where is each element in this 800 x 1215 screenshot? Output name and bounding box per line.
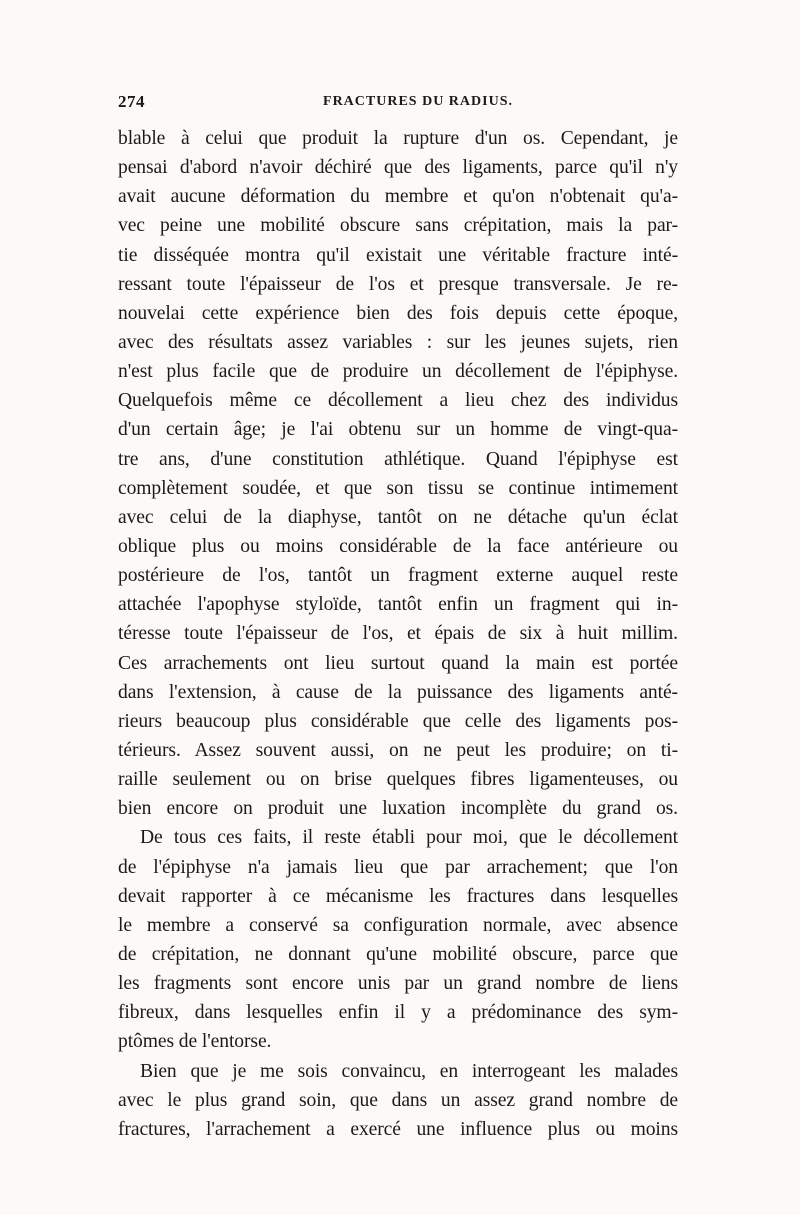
text-line: De tous ces faits, il reste établi pour moi, que le décollement [140,827,678,849]
text-line: attachée l'apophyse styloïde, tantôt enfin un fragment qui in- [118,594,678,616]
text-line: ressant toute l'épaisseur de l'os et presque transversale. Je re- [118,273,678,295]
text-line: térieurs. Assez souvent aussi, on ne peut les produire; on ti- [118,739,678,761]
text-line: rieurs beaucoup plus considérable que celle des ligaments pos- [118,710,678,732]
text-line: le membre a conservé sa configuration normale, avec absence [118,914,678,936]
text-line: avait aucune déformation du membre et qu'on n'obtenait qu'a- [118,186,678,208]
text-line: tre ans, d'une constitution athlétique. Quand l'épiphyse est [118,448,678,470]
text-line: oblique plus ou moins considérable de la face antérieure ou [118,535,678,557]
text-line: devait rapporter à ce mécanisme les fractures dans lesquelles [118,885,678,907]
page-number: 274 [118,92,145,111]
text-line: pensai d'abord n'avoir déchiré que des ligaments, parce qu'il n'y [118,157,678,179]
text-line: de crépitation, ne donnant qu'une mobilité obscure, parce que [118,943,678,965]
text-line: fractures, l'arrachement a exercé une influence plus ou moins [118,1118,678,1140]
running-head: FRACTURES DU RADIUS. [323,94,513,109]
text-line: ptômes de l'entorse. [118,1031,272,1053]
text-line: téresse toute l'épaisseur de l'os, et épais de six à huit millim. [118,623,678,645]
text-line: Quelquefois même ce décollement a lieu chez des individus [118,390,678,412]
book-page [118,92,678,1144]
text-line: postérieure de l'os, tantôt un fragment externe auquel reste [118,565,678,587]
text-line: Bien que je me sois convaincu, en interrogeant les malades [140,1060,678,1082]
text-line: n'est plus facile que de produire un décollement de l'épiphyse. [118,361,678,383]
text-line: dans l'extension, à cause de la puissance des ligaments anté- [118,681,678,703]
text-line: avec le plus grand soin, que dans un assez grand nombre de [118,1089,678,1111]
text-line: vec peine une mobilité obscure sans crépitation, mais la par- [118,215,678,237]
text-line: d'un certain âge; je l'ai obtenu sur un homme de vingt-qua- [118,419,678,441]
text-line: les fragments sont encore unis par un grand nombre de liens [118,973,678,995]
text-line: blable à celui que produit la rupture d'un os. Cependant, je [118,128,678,149]
text-line: fibreux, dans lesquelles enfin il y a prédominance des sym- [118,1002,678,1024]
text-line: avec des résultats assez variables : sur les jeunes sujets, rien [118,331,678,353]
text-line: tie disséquée montra qu'il existait une véritable fracture inté- [118,244,678,266]
text-line: de l'épiphyse n'a jamais lieu que par arrachement; que l'on [118,856,678,878]
text-line: nouvelai cette expérience bien des fois depuis cette époque, [118,302,678,324]
page-header [118,92,678,122]
text-line: complètement soudée, et que son tissu se continue intimement [118,477,678,499]
text-line: bien encore on produit une luxation incomplète du grand os. [118,798,678,820]
text-line: Ces arrachements ont lieu surtout quand la main est portée [118,652,678,674]
body-text [118,124,678,1144]
text-line: raille seulement ou on brise quelques fibres ligamenteuses, ou [118,769,678,791]
text-line: avec celui de la diaphyse, tantôt on ne détache qu'un éclat [118,506,678,528]
